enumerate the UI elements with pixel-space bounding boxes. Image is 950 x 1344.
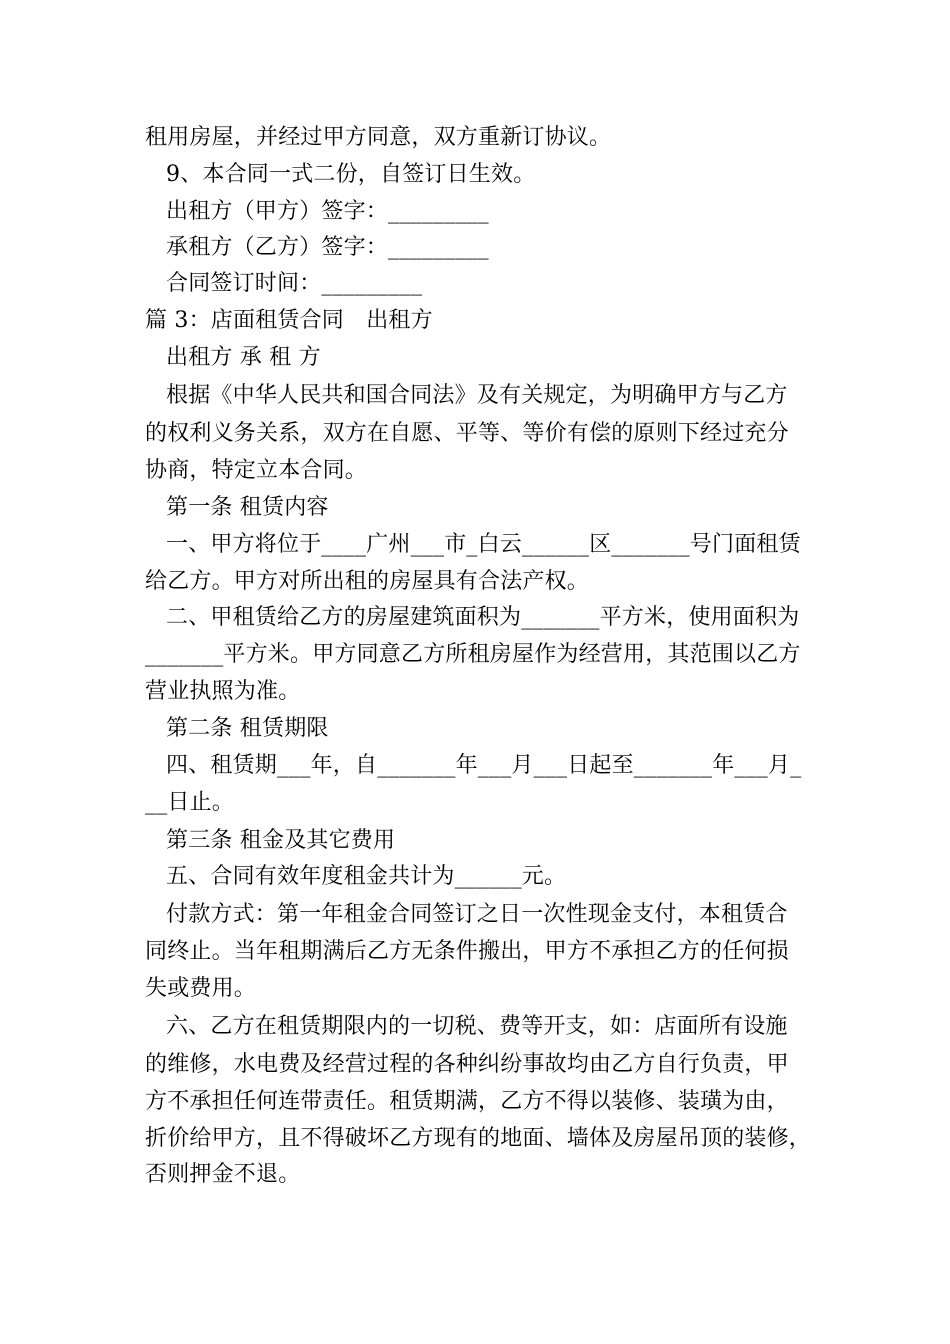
text-line: 失或费用。	[145, 976, 257, 1001]
text-line: 否则押金不退。	[145, 1162, 301, 1187]
text-line: 方不承担任何连带责任。租赁期满，乙方不得以装修、装璜为由，	[145, 1089, 789, 1114]
text-line: 一、甲方将位于____广州___市_白云______区_______号门面租赁	[166, 532, 801, 557]
text-line: 营业执照为准。	[145, 679, 301, 704]
text-line: 四、租赁期___年，自_______年___月___日起至_______年___月_	[166, 753, 802, 778]
text-line: 同终止。当年租期满后乙方无条件搬出，甲方不承担乙方的任何损	[145, 939, 789, 964]
text-line: 付款方式：第一年租金合同签订之日一次性现金支付，本租赁合	[166, 902, 788, 927]
signature-lessor-line: 出租方（甲方）签字：_________	[166, 199, 489, 224]
text-line: 出租方 承 租 方	[166, 345, 321, 370]
text-line: 折价给甲方，且不得破坏乙方现有的地面、墙体及房屋吊顶的装修，	[145, 1126, 812, 1151]
article-heading: 第三条 租金及其它费用	[166, 828, 396, 853]
text-line: 六、乙方在租赁期限内的一切税、费等开支，如：店面所有设施	[166, 1014, 788, 1039]
article-heading: 第二条 租赁期限	[166, 716, 329, 741]
text-line: 租用房屋，并经过甲方同意，双方重新订协议。	[145, 125, 612, 150]
section-heading: 篇 3：店面租赁合同 出租方	[145, 308, 433, 333]
text-line: 二、甲租赁给乙方的房屋建筑面积为_______平方米，使用面积为	[166, 605, 800, 630]
article-heading: 第一条 租赁内容	[166, 495, 329, 520]
text-line: 9、本合同一式二份，自签订日生效。	[166, 162, 536, 187]
text-line: _______平方米。甲方同意乙方所租房屋作为经营用，其范围以乙方	[145, 642, 801, 667]
text-line: 协商，特定立本合同。	[145, 458, 368, 483]
text-line: __日止。	[145, 790, 235, 815]
signing-date-line: 合同签订时间：_________	[166, 271, 423, 296]
text-line: 五、合同有效年度租金共计为______元。	[166, 864, 567, 889]
text-line: 根据《中华人民共和国合同法》及有关规定，为明确甲方与乙方	[166, 383, 788, 408]
text-line: 给乙方。甲方对所出租的房屋具有合法产权。	[145, 569, 590, 594]
text-line: 的维修，水电费及经营过程的各种纠纷事故均由乙方自行负责，甲	[145, 1052, 789, 1077]
text-line: 的权利义务关系，双方在自愿、平等、等价有偿的原则下经过充分	[145, 421, 789, 446]
signature-lessee-line: 承租方（乙方）签字：_________	[166, 235, 489, 260]
